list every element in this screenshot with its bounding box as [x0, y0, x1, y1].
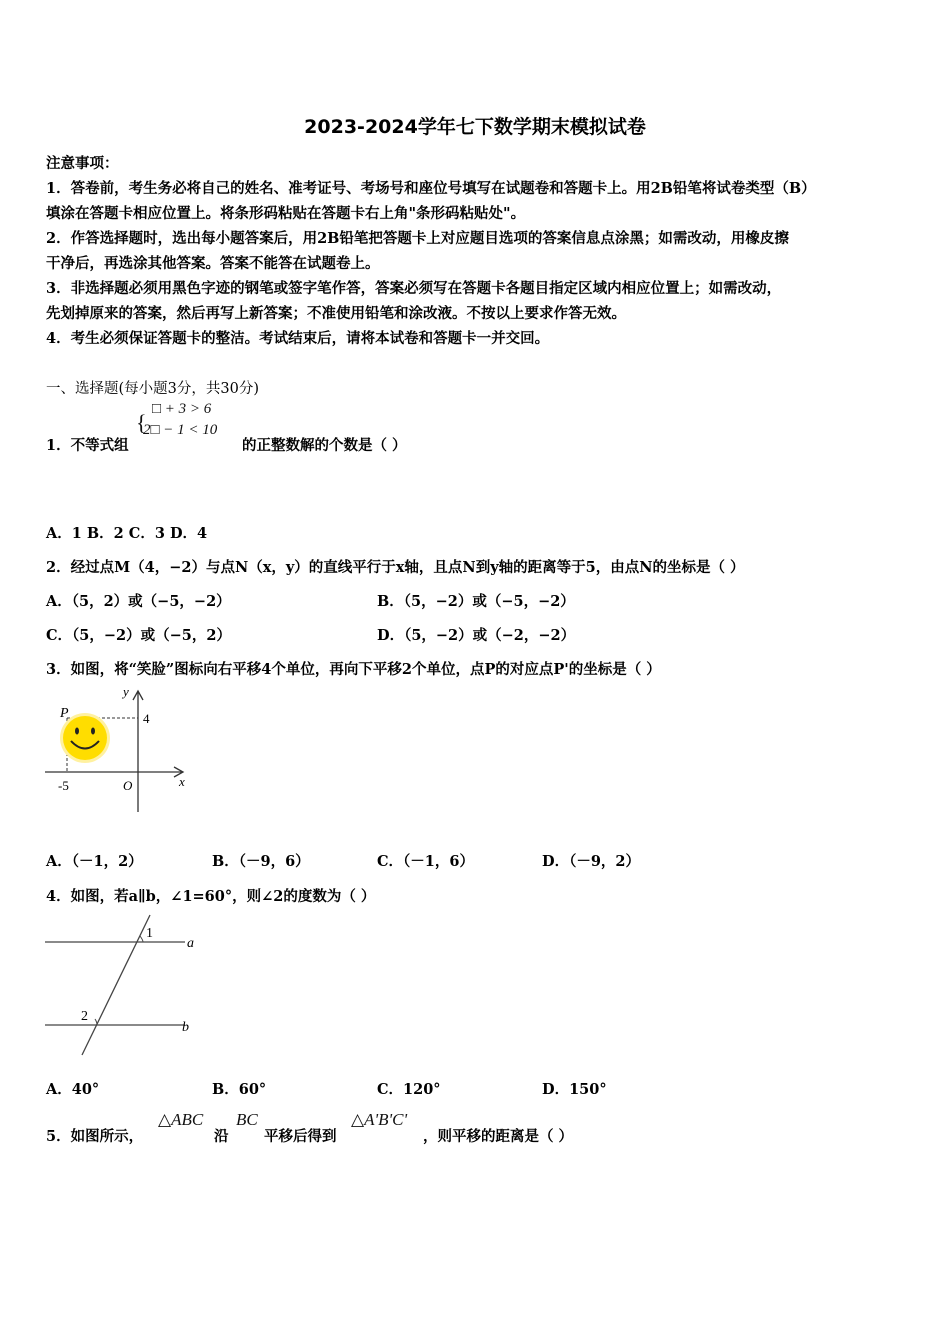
- transversal-line: [82, 915, 150, 1055]
- q1-options: A．1 B．2 C．3 D．4: [46, 525, 208, 542]
- tick-label-neg5: -5: [58, 778, 69, 793]
- q2-option-d: D．（5，−2）或（−2，−2）: [377, 627, 576, 644]
- q5-along: 沿: [214, 1128, 229, 1145]
- notice-line: 1．答卷前，考生务必将自己的姓名、准考证号、考场号和座位号填写在试题卷和答题卡上。用2B铅笔将试卷类型（B）: [46, 180, 816, 197]
- tick-label-4: 4: [143, 711, 150, 726]
- q1-suffix: 的正整数解的个数是（ ）: [242, 437, 407, 454]
- q3-option-c: C．（－1，6）: [377, 853, 474, 870]
- smiley-eye: [91, 728, 95, 735]
- q5-triangle-abc: △ABC: [158, 1110, 204, 1129]
- q5-segment-bc: BC: [236, 1110, 258, 1129]
- q2-option-c: C．（5，−2）或（−5，2）: [46, 627, 231, 644]
- q2-option-a: A．（5，2）或（−5，−2）: [46, 593, 231, 610]
- notice-line: 填涂在答题卡相应位置上。将条形码粘贴在答题卡右上角"条形码粘贴处"。: [46, 205, 526, 222]
- smiley-face-icon: [63, 716, 107, 760]
- notice-heading: 注意事项：: [46, 155, 119, 172]
- notice-line: 2．作答选择题时，选出每小题答案后，用2B铅笔把答题卡上对应题目选项的答案信息点涂黑；如需改动，用橡皮擦: [46, 230, 789, 247]
- y-axis-label: y: [123, 684, 129, 699]
- q4-option-b: B．60°: [212, 1081, 267, 1098]
- q3-option-b: B．（－9，6）: [212, 853, 310, 870]
- q4-option-a: A．40°: [46, 1081, 100, 1098]
- angle-1-label: 1: [146, 926, 153, 941]
- q2-stem: 2．经过点M（4，−2）与点N（x，y）的直线平行于x轴，且点N到y轴的距离等于5，由点N的坐标是（ ）: [46, 559, 745, 576]
- q3-option-d: D．（－9，2）: [542, 853, 641, 870]
- smiley-eye: [75, 728, 79, 735]
- notice-line: 干净后，再选涂其他答案。答案不能答在试题卷上。: [46, 255, 380, 272]
- q3-stem: 3．如图，将“笑脸”图标向右平移4个单位，再向下平移2个单位，点P的对应点P'的坐标是（ ）: [46, 661, 661, 678]
- page-title: 2023-2024学年七下数学期末模拟试卷: [304, 116, 646, 138]
- q5-prefix: 5．如图所示，: [46, 1128, 144, 1145]
- angle-1-arc: [140, 936, 143, 942]
- line-b-label: b: [182, 1020, 189, 1035]
- q3-option-a: A．（－1，2）: [46, 853, 143, 870]
- q5-triangle-abc-prime: △A'B'C': [351, 1110, 408, 1129]
- q1-inequality-1: □ + 3 > 6: [152, 401, 212, 417]
- q4-option-d: D．150°: [542, 1081, 607, 1098]
- x-axis-label: x: [179, 774, 185, 789]
- angle-2-arc: [95, 1019, 97, 1025]
- q1-inequality-2: 2□ − 1 < 10: [143, 422, 218, 438]
- q4-stem: 4．如图，若a∥b，∠1=60°，则∠2的度数为（ ）: [46, 888, 376, 905]
- q1-brace: {: [136, 410, 147, 435]
- angle-2-label: 2: [81, 1009, 88, 1024]
- q5-mid: 平移后得到: [264, 1128, 337, 1145]
- notice-line: 先划掉原来的答案，然后再写上新答案；不准使用铅笔和涂改液。不按以上要求作答无效。: [46, 305, 626, 322]
- notice-line: 3．非选择题必须用黑色字迹的钢笔或签字笔作答，答案必须写在答题卡各题目指定区域内相应位置上；如需改动，: [46, 280, 782, 297]
- line-a-label: a: [187, 936, 194, 951]
- notice-line: 4．考生必须保证答题卡的整洁。考试结束后，请将本试卷和答题卡一并交回。: [46, 330, 550, 347]
- q4-parallel-lines-figure: [40, 910, 205, 1060]
- origin-label: O: [123, 778, 133, 793]
- q1-prefix: 1．不等式组: [46, 437, 129, 454]
- q4-option-c: C．120°: [377, 1081, 441, 1098]
- q3-coordinate-figure: [40, 680, 200, 820]
- q5-suffix: ，则平移的距离是（ ）: [423, 1128, 574, 1145]
- q2-option-b: B．（5，−2）或（−5，−2）: [377, 593, 575, 610]
- point-p-label: P: [60, 706, 69, 721]
- section-heading: 一、选择题(每小题3分，共30分): [46, 381, 259, 397]
